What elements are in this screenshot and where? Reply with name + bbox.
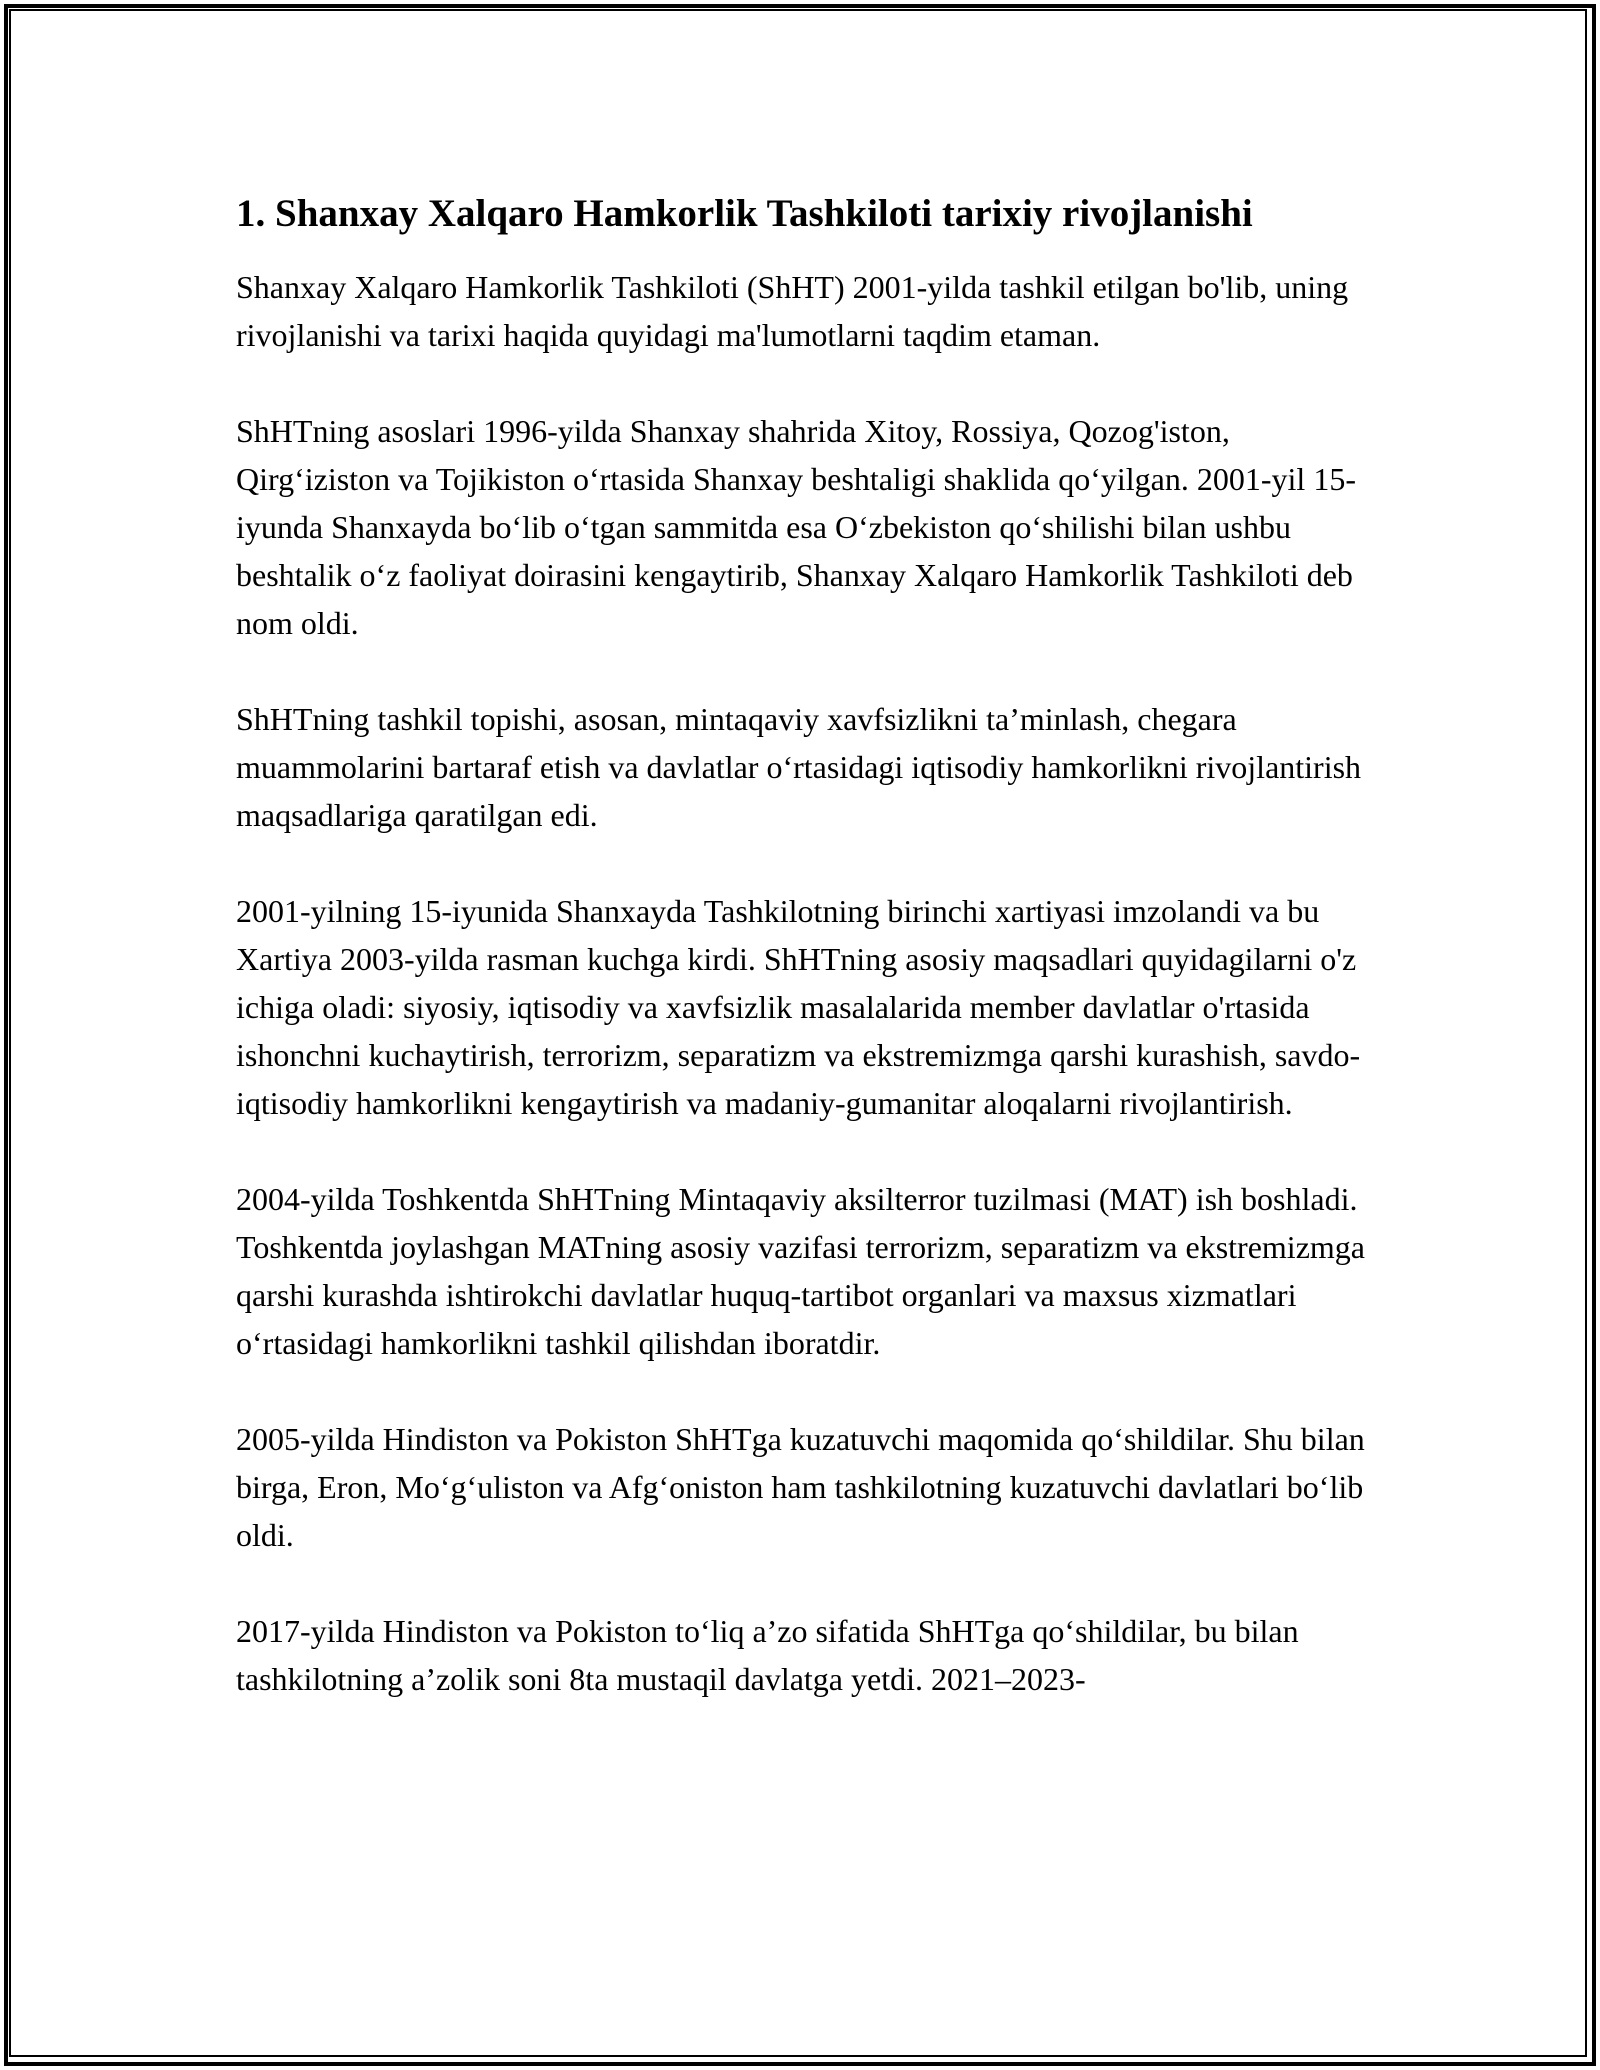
section-heading: 1. Shanxay Xalqaro Hamkorlik Tashkiloti tarixiy rivojlanishi bbox=[236, 192, 1253, 235]
paragraph-charter: 2001-yilning 15-iyunida Shanxayda Tashkilotning birinchi xartiyasi imzolandi va bu Xartiya 2003-yilda rasman kuchga kirdi. ShHTning asosiy maqsadlari quyidagilarni o'z ichiga oladi: siyosiy, iqtisodiy va xavfsizlik masalalarida member davlatlar o'rtasida ishonchni kuchaytirish, terrorizm, separatizm va ekstremizmga qarshi kurashish, savdo-iqtisodiy hamkorlikni kengaytirish va madaniy-gumanitar aloqalarni rivojlantirish. bbox=[236, 893, 1361, 1121]
document-body bbox=[236, 188, 1376, 1751]
paragraph-membership: 2017-yilda Hindiston va Pokiston to‘liq a’zo sifatida ShHTga qo‘shildilar, bu bilan tashkilotning a’zolik soni 8ta mustaqil davlatga yetdi. 2021–2023- bbox=[236, 1613, 1299, 1697]
paragraph-intro: Shanxay Xalqaro Hamkorlik Tashkiloti (ShHT) 2001-yilda tashkil etilgan bo'lib, uning rivojlanishi va tarixi haqida quyidagi ma'lumotlarni taqdim etaman. bbox=[236, 269, 1349, 353]
paragraph-origins: ShHTning asoslari 1996-yilda Shanxay shahrida Xitoy, Rossiya, Qozog'iston, Qirg‘iziston va Tojikiston o‘rtasida Shanxay beshtaligi shaklida qo‘yilgan. 2001-yil 15-iyunda Shanxayda bo‘lib o‘tgan sammitda esa O‘zbekiston qo‘shilishi bilan ushbu beshtalik o‘z faoliyat doirasini kengaytirib, Shanxay Xalqaro Hamkorlik Tashkiloti deb nom oldi. bbox=[236, 413, 1356, 641]
paragraph-rats: 2004-yilda Toshkentda ShHTning Mintaqaviy aksilterror tuzilmasi (MAT) ish boshladi. Toshkentda joylashgan MATning asosiy vazifasi terrorizm, separatizm va ekstremizmga qarshi kurashda ishtirokchi davlatlar huquq-tartibot organlari va maxsus xizmatlari o‘rtasidagi hamkorlikni tashkil qilishdan iboratdir. bbox=[236, 1181, 1365, 1361]
paragraph-goals: ShHTning tashkil topishi, asosan, mintaqaviy xavfsizlikni ta’minlash, chegara muammolarini bartaraf etish va davlatlar o‘rtasidagi iqtisodiy hamkorlikni rivojlantirish maqsadlariga qaratilgan edi. bbox=[236, 701, 1362, 833]
paragraph-observers: 2005-yilda Hindiston va Pokiston ShHTga kuzatuvchi maqomida qo‘shildilar. Shu bilan birga, Eron, Mo‘g‘uliston va Afg‘oniston ham tashkilotning kuzatuvchi davlatlari bo‘lib oldi. bbox=[236, 1421, 1365, 1553]
